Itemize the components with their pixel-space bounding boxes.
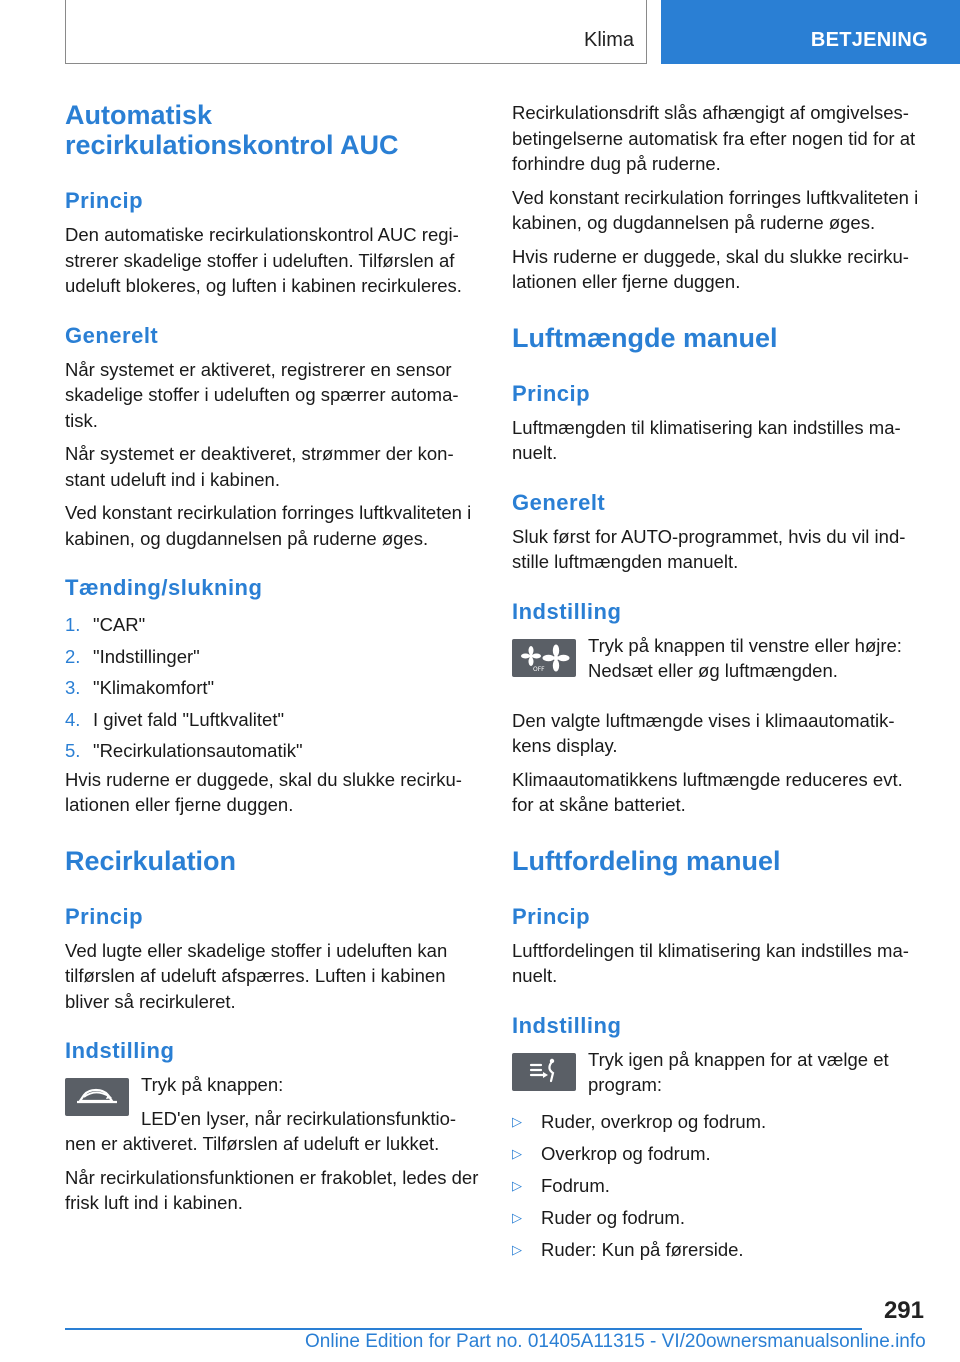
distribution-instruction: [512, 1047, 926, 1098]
right-column: [512, 100, 926, 1266]
text-luftmaengde-generelt: Sluk først for AUTO-programmet, hvis du vil ind-stille luftmængden manuelt.: [512, 525, 906, 572]
left-column: [65, 100, 479, 1216]
text-luftmaengde-battery: Klimaautomatikkens luftmængde reduceres evt. for at skåne batteriet.: [512, 768, 903, 815]
heading-princip: Princip: [65, 188, 144, 213]
heading-generelt: Generelt: [65, 322, 159, 348]
header-section-tab: [65, 0, 647, 64]
text-luftmaengde-princip: Luftmængden til klimatisering kan indstilles ma-nuelt.: [512, 416, 901, 463]
list-item: ▷ Ruder: Kun på førerside.: [512, 1234, 926, 1266]
text-indstilling-off: Når recirkulationsfunktionen er frakoblet, ledes der frisk luft ind i kabinen.: [65, 1166, 479, 1213]
list-item: ▷ Overkrop og fodrum.: [512, 1138, 926, 1170]
fan-speed-icon: [512, 639, 576, 677]
text-indstilling-led: LED'en lyser, når recirkulationsfunktio-nen er aktiveret. Tilførslen af udeluft er lukket.: [65, 1107, 457, 1154]
text-taending-note: Hvis ruderne er duggede, skal du slukke recirku-lationen eller fjerne duggen.: [65, 768, 462, 815]
page-number: 291: [883, 1297, 924, 1324]
list-item: 3. "Klimakomfort": [65, 677, 215, 698]
list-item: 1. "CAR": [65, 614, 146, 635]
steps-list: [65, 609, 479, 767]
heading-princip: Princip: [512, 380, 591, 406]
text-generelt-2: Når systemet er deaktiveret, strømmer der kon-stant udeluft ind i kabinen.: [65, 443, 454, 490]
text-generelt-3: Ved konstant recirkulation forringes luftkvaliteten i kabinen, og dugdannelsen på ruderne øges.: [65, 502, 472, 549]
text-recirc-quality: Ved konstant recirkulation forringes luftkvaliteten i kabinen, og dugdannelsen på ruderne øges.: [512, 186, 919, 233]
fan-instruction: [512, 633, 926, 684]
list-item: ▷ Ruder og fodrum.: [512, 1202, 926, 1234]
text-recirkulation-princip: Ved lugte eller skadelige stoffer i udeluften kan tilførslen af udeluft afspærres. Luften i kabinen bliver så recirkuleret.: [65, 939, 448, 1012]
triangle-bullet-icon: ▷: [512, 1113, 522, 1129]
text-recirc-fog: Hvis ruderne er duggede, skal du slukke recirku-lationen eller fjerne duggen.: [512, 245, 909, 292]
heading-princip: Princip: [512, 903, 591, 929]
air-distribution-icon: [512, 1053, 576, 1091]
text-indstilling-press: Tryk på knappen:: [141, 1074, 284, 1095]
text-luftmaengde-indstilling: Tryk på knappen til venstre eller højre: Nedsæt eller øg luftmængden.: [588, 634, 902, 681]
list-item: 5. "Recirkulationsautomatik": [65, 740, 303, 761]
list-item: 2. "Indstillinger": [65, 645, 200, 667]
text-luftfordeling-princip: Luftfordelingen til klimatisering kan indstilles ma-nuelt.: [512, 939, 909, 986]
text-generelt-1: Når systemet er aktiveret, registrerer en sensor skadelige stoffer i udeluften og spærrer automa-tisk.: [65, 358, 459, 431]
list-item: ▷ Fodrum.: [512, 1170, 926, 1202]
heading-indstilling: Indstilling: [512, 598, 622, 624]
footer-divider: [65, 1328, 862, 1330]
heading-princip: Princip: [65, 903, 144, 929]
heading-taending: Tænding/slukning: [65, 575, 263, 600]
distribution-options-list: [512, 1106, 926, 1266]
recirculation-car-icon: [65, 1078, 129, 1116]
heading-generelt: Generelt: [512, 489, 606, 515]
triangle-bullet-icon: ▷: [512, 1209, 522, 1225]
fan-off-label: OFF: [533, 665, 545, 672]
section-title-luftfordeling: Luftfordeling manuel: [512, 845, 781, 876]
header-chapter-label: BETJENING: [810, 29, 928, 51]
header-chapter-tab: [661, 0, 960, 64]
list-item: 4. I givet fald "Luftkvalitet": [65, 708, 285, 730]
text-luftfordeling-indstilling: Tryk igen på knappen for at vælge et program:: [588, 1048, 889, 1095]
text-luftmaengde-display: Den valgte luftmængde vises i klimaautomatik-kens display.: [512, 709, 895, 756]
section-title-recirkulation: Recirkulation: [65, 845, 237, 876]
recirculation-instruction: [65, 1072, 479, 1157]
header-section-label: Klima: [583, 29, 634, 51]
footer-edition: Online Edition for Part no. 01405A11315 - VI/20ownersmanualsonline.info: [305, 1331, 926, 1352]
triangle-bullet-icon: ▷: [512, 1177, 522, 1193]
heading-indstilling: Indstilling: [65, 1038, 175, 1063]
section-title-auc: Automatisk recirkulationskontrol AUC: [65, 100, 399, 160]
section-title-luftmaengde: Luftmængde manuel: [512, 322, 778, 353]
list-item: ▷ Ruder, overkrop og fodrum.: [512, 1106, 926, 1138]
triangle-bullet-icon: ▷: [512, 1241, 522, 1257]
triangle-bullet-icon: ▷: [512, 1145, 522, 1161]
text-auc-princip: Den automatiske recirkulationskontrol AUC regi-strerer skadelige stoffer i udeluften. Tilførslen af udeluft blokeres, og luften i kabinen recirkuleres.: [65, 224, 462, 296]
heading-indstilling: Indstilling: [512, 1012, 622, 1038]
text-recirc-auto-off: Recirkulationsdrift slås afhængigt af omgivelses-betingelserne automatisk fra efter nogen tid for at forhindre dug på ruderne.: [512, 102, 916, 174]
